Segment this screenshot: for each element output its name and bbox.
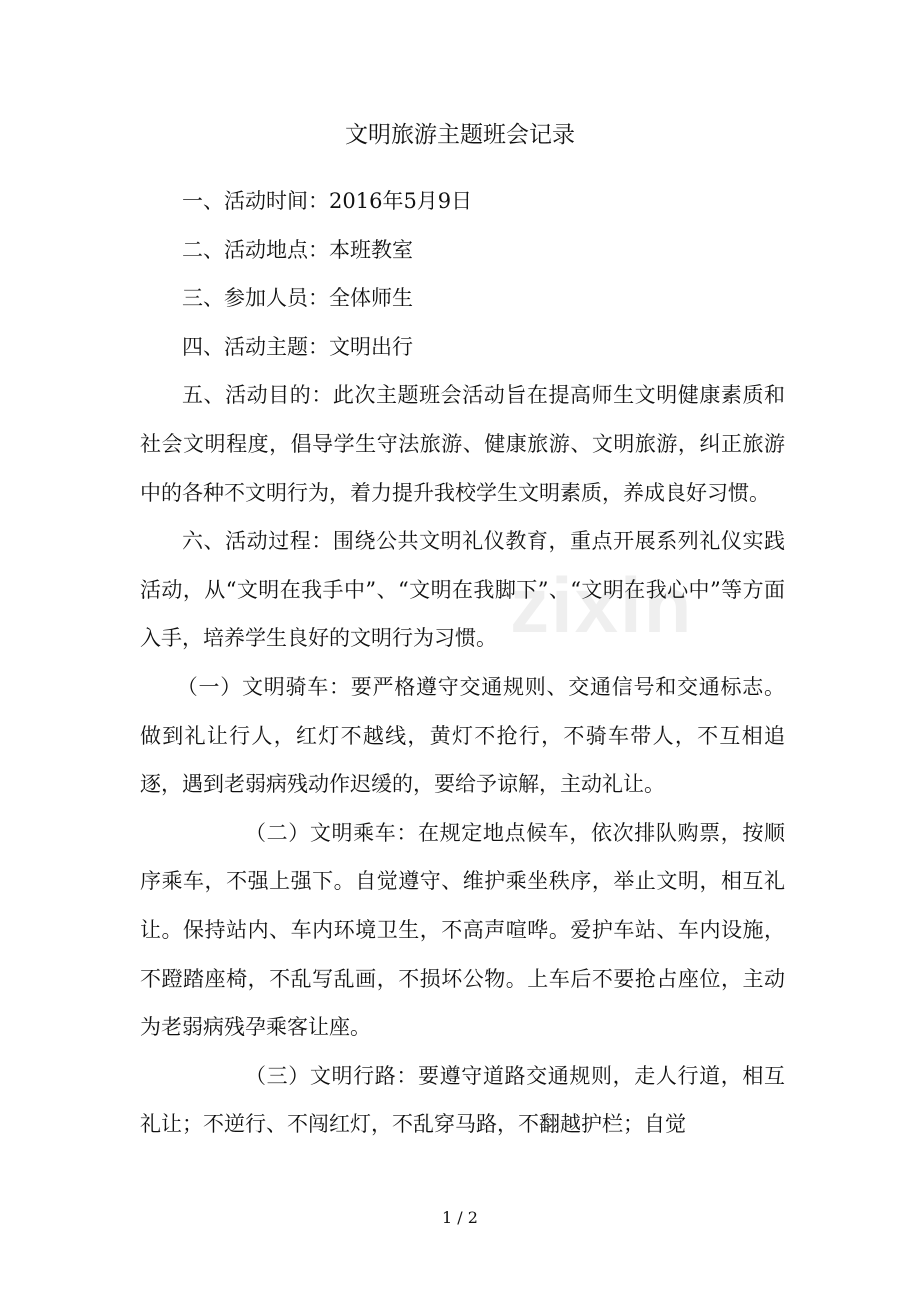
page-number: 1 / 2 — [442, 1208, 478, 1227]
paragraph-participants: 三、参加人员：全体师生 — [182, 286, 413, 311]
paragraph-activity-theme: 四、活动主题：文明出行 — [182, 334, 413, 359]
document-title: 文明旅游主题班会记录 — [345, 122, 575, 148]
paragraph-civil-cycling: （一）文明骑车：要严格遵守交通规则、交通信号和交通标志。做到礼让行人，红灯不越线，黄灯不抢行，不骑车带人，不互相追逐，遇到老弱病残动作迟缓的，要给予谅解，主动礼让。 — [140, 674, 785, 797]
paragraph-activity-location: 二、活动地点：本班教室 — [182, 237, 413, 262]
paragraph-activity-purpose: 五、活动目的：此次主题班会活动旨在提高师生文明健康素质和社会文明程度，倡导学生守法旅游、健康旅游、文明旅游，纠正旅游中的各种不文明行为，着力提升我校学生文明素质，养成良好习惯。 — [140, 383, 785, 505]
paragraph-activity-time: 一、活动时间：2016年5月9日 — [182, 189, 473, 213]
document-body — [140, 177, 785, 1149]
paragraph-activity-process: 六、活动过程：围绕公共文明礼仪教育，重点开展系列礼仪实践活动，从“文明在我手中”、“文明在我脚下”、“文明在我心中”等方面入手，培养学生良好的文明行为习惯。 — [140, 529, 785, 651]
paragraph-civil-walking: （三）文明行路：要遵守道路交通规则，走人行道，相互礼让；不逆行、不闯红灯，不乱穿马路，不翻越护栏；自觉 — [140, 1063, 785, 1137]
paragraph-civil-riding: （二）文明乘车：在规定地点候车，依次排队购票，按顺序乘车，不强上强下。自觉遵守、维护乘坐秩序，举止文明，相互礼让。保持站内、车内环境卫生，不高声喧哗。爱护车站、车内设施，不蹬踏座椅，不乱写乱画，不损坏公物。上车后不要抢占座位，主动为老弱病残孕乘客让座。 — [140, 820, 785, 1040]
watermark: zixin — [510, 561, 694, 649]
